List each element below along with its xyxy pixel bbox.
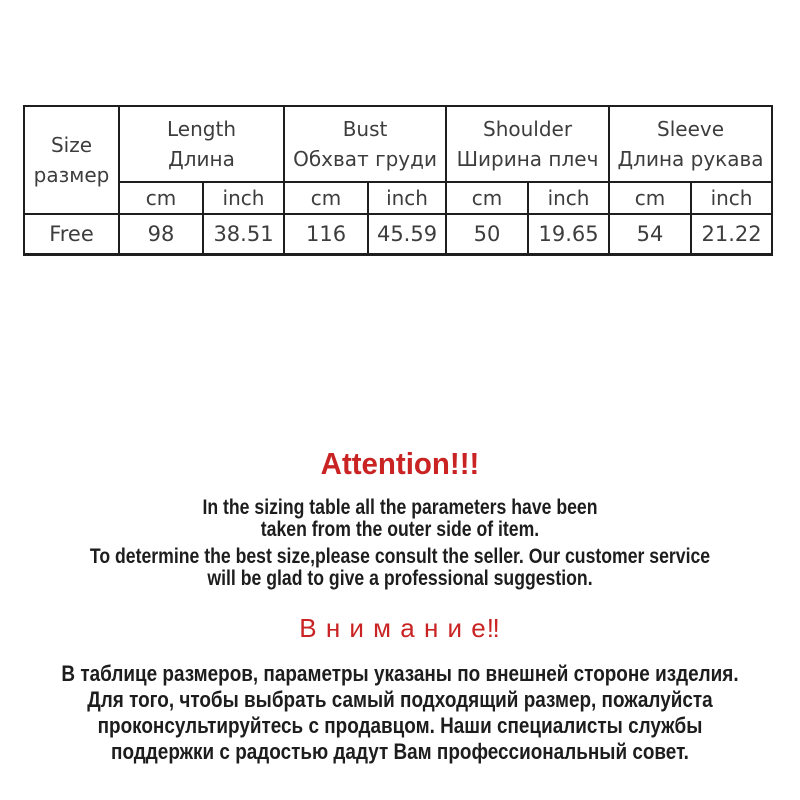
sleeve-header-ru: Длина рукава [617,147,764,171]
sleeve-header-en: Sleeve [657,117,725,141]
bust-header-cell [284,106,446,182]
sleeve-inch-value: 21.22 [691,214,772,255]
sleeve-cm-value: 54 [609,214,691,255]
length-header-ru: Длина [168,147,235,171]
attention-heading-en: Attention!!! [320,446,480,481]
shoulder-header-ru: Ширина плеч [456,147,599,171]
bust-inch-header: inch [368,182,446,214]
sizing-note-en-para1 [64,497,736,540]
length-header-en: Length [167,117,236,141]
bust-cm-value: 116 [284,214,368,255]
length-inch-header: inch [203,182,284,214]
size-value-cell: Free [24,214,119,255]
length-header-cell [119,106,284,182]
sizing-note-ru-line4: поддержки с радостью дадут Вам профессиональный совет. [111,739,689,764]
size-header-cell [24,106,119,214]
bust-header-en: Bust [342,117,388,141]
shoulder-inch-value: 19.65 [528,214,609,255]
size-chart-table [23,105,773,256]
length-cm-header: cm [119,182,203,214]
sleeve-cm-header: cm [609,182,691,214]
shoulder-inch-header: inch [528,182,609,214]
sizing-note-ru-line1: В таблице размеров, параметры указаны по внешней стороне изделия. [61,661,739,686]
sizing-note-en-para2-line1: To determine the best size,please consult the seller. Our customer service [89,545,711,568]
sizing-note-en-para2 [64,546,736,589]
bust-inch-value: 45.59 [368,214,446,255]
sleeve-header-cell [609,106,772,182]
sizing-note-en-para1-line1: In the sizing table all the parameters have been [202,496,598,519]
shoulder-cm-header: cm [446,182,528,214]
length-inch-value: 38.51 [203,214,284,255]
sizing-note-ru [56,661,744,765]
size-header-ru: размер [33,163,110,187]
size-header-en: Size [50,133,93,157]
sizing-note-en-para2-line2: will be glad to give a professional suggestion. [207,566,593,590]
shoulder-header-cell [446,106,609,182]
shoulder-header-en: Shoulder [483,117,573,141]
length-cm-value: 98 [119,214,203,255]
shoulder-cm-value: 50 [446,214,528,255]
bust-header-ru: Обхват груди [293,147,437,171]
attention-section [0,448,800,765]
bust-cm-header: cm [284,182,368,214]
table-row [24,214,772,255]
sizing-note-ru-line2: Для того, чтобы выбрать самый подходящий размер, пожалуйста [87,687,713,712]
attention-heading-ru: В н и м а н и е‼ [299,613,501,643]
sleeve-inch-header: inch [691,182,772,214]
sizing-note-en-para1-line2: taken from the outer side of item. [260,517,540,541]
sizing-note-ru-line3: проконсультируйтесь с продавцом. Наши специалисты службы [97,713,703,738]
